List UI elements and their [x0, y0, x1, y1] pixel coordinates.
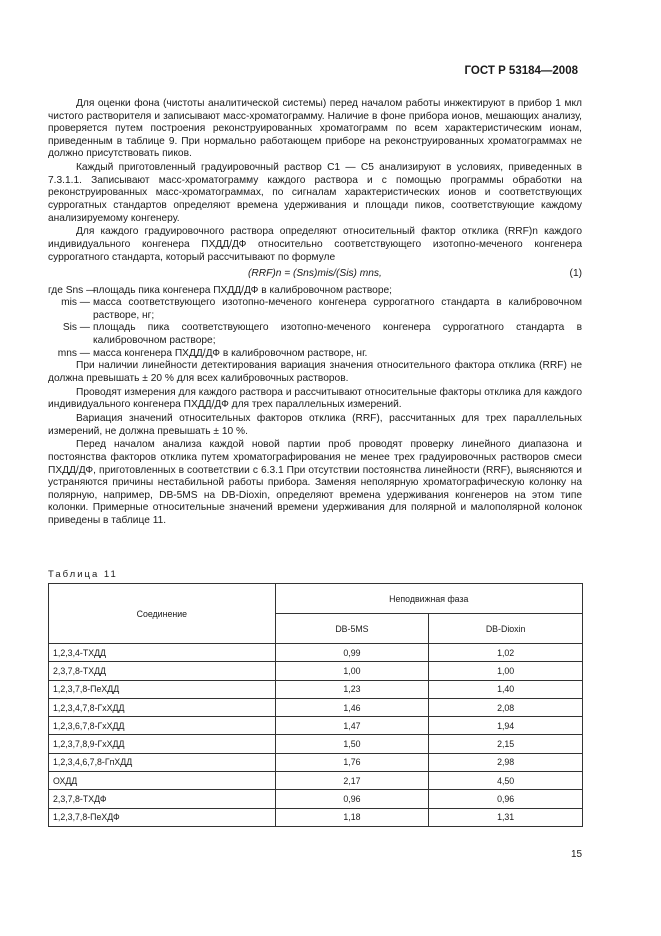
dbdioxin-cell: 2,98 [429, 753, 583, 771]
table-row [49, 808, 583, 826]
db5ms-cell: 1,47 [275, 717, 429, 735]
dbdioxin-cell: 1,94 [429, 717, 583, 735]
table-row [49, 735, 583, 753]
db5ms-cell: 1,18 [275, 808, 429, 826]
paragraph-variation: Вариация значений относительных факторов отклика (RRF), рассчитанных для трех параллельных измерений, не должна превышать ± 10 %. [48, 413, 582, 437]
column-header-dbdioxin: DB-Dioxin [429, 614, 583, 644]
definition-text: площадь пика конгенера ПХДД/ДФ в калибровочном растворе; [93, 284, 393, 296]
column-header-db5ms: DB-5MS [275, 614, 429, 644]
dbdioxin-cell: 2,15 [429, 735, 583, 753]
compound-cell: 2,3,7,8-ТХДФ [49, 790, 276, 808]
formula-row [48, 268, 582, 281]
page-number: 15 [571, 849, 583, 860]
compound-cell: 1,2,3,7,8-ПеХДФ [49, 808, 276, 826]
db5ms-cell: 1,50 [275, 735, 429, 753]
definition-symbol: mis — [61, 297, 90, 309]
db5ms-cell: 1,46 [275, 698, 429, 716]
table-header-row [49, 584, 583, 614]
table-row [49, 644, 583, 662]
dbdioxin-cell: 0,96 [429, 790, 583, 808]
compound-cell: ОХДД [49, 772, 276, 790]
compound-cell: 1,2,3,4,7,8-ГхХДД [49, 698, 276, 716]
table-row [49, 772, 583, 790]
paragraph-background-check: Для оценки фона (чистоты аналитической системы) перед началом работы инжектируют в прибор 1 мкл чистого растворителя и записывают масс-хроматограмму. Наличие в фоне прибора ионов, мешающих анализу, проверяется путем построения реконструированных хроматограмм по всем характеристическим ионам, приведенным в таблице 9. При нормально работающем приборе на реконструированных хроматограммах не должно присутствовать пиков. [48, 98, 582, 160]
db5ms-cell: 2,17 [275, 772, 429, 790]
document-body [48, 98, 582, 529]
definition-text: масса конгенера ПХДД/ДФ в калибровочном растворе, нг. [93, 347, 368, 359]
db5ms-cell: 1,23 [275, 680, 429, 698]
definition-item [48, 285, 582, 298]
compound-cell: 1,2,3,4,6,7,8-ГпХДД [49, 753, 276, 771]
dbdioxin-cell: 2,08 [429, 698, 583, 716]
paragraph-measurements: Проводят измерения для каждого раствора и рассчитывают относительные факторы отклика для каждого индивидуального конгенера ПХДД/ДФ для трех параллельных измерений. [48, 386, 582, 411]
db5ms-cell: 1,00 [275, 662, 429, 680]
definition-item [48, 348, 582, 361]
compound-cell: 1,2,3,4-ТХДД [49, 644, 276, 662]
dbdioxin-cell: 1,31 [429, 808, 583, 826]
definition-item [48, 297, 582, 322]
table-row [49, 680, 583, 698]
definition-text: масса соответствующего изотопно-меченого конгенера суррогатного стандарта в калибровочном растворе, нг; [93, 297, 582, 321]
compound-cell: 1,2,3,6,7,8-ГхХДД [49, 717, 276, 735]
dbdioxin-cell: 1,40 [429, 680, 583, 698]
dbdioxin-cell: 4,50 [429, 772, 583, 790]
table-row [49, 662, 583, 680]
formula: (RRF)n = (Sns)mis/(Sis) mns, [248, 268, 382, 280]
definition-symbol: mns — [57, 347, 90, 359]
formula-definitions [48, 285, 582, 361]
dbdioxin-cell: 1,00 [429, 662, 583, 680]
definition-item [48, 322, 582, 347]
table-row [49, 790, 583, 808]
document-code: ГОСТ Р 53184—2008 [464, 65, 578, 77]
retention-time-table [48, 583, 583, 827]
column-header-compound: Соединение [49, 584, 276, 644]
paragraph-response-factor: Для каждого градуировочного раствора определяют относительный фактор отклика (RRF)n каждого индивидуального конгенера ПХДД/ДФ относительно соответствующего изотопно-меченого конгенера суррогатного стандарта, который рассчитывают по формуле [48, 226, 582, 263]
compound-cell: 2,3,7,8-ТХДД [49, 662, 276, 680]
paragraph-batch-check: Перед началом анализа каждой новой партии проб проводят проверку линейного диапазона и постоянства факторов отклика путем хроматографирования не менее трех градуировочных растворов смеси ПХДД/ДФ, приготовленных в соответствии с 6.3.1 При отсутствии постоянства линейности (RRF), выясняются и устраняются причины нестабильной работы прибора. Заменяя неполярную хроматографическую колонку на полярную, например, DB-5MS на DB-Dioxin, определяют времена удерживания конгенеров на этом типе колонки. Примерные относительные значений времени удерживания для полярной и малополярной колонок приведены в таблице 11. [48, 439, 582, 526]
table-caption: Таблица 11 [48, 569, 118, 580]
compound-cell: 1,2,3,7,8-ПеХДД [49, 680, 276, 698]
column-header-stationary-phase: Неподвижная фаза [275, 584, 582, 614]
formula-number: (1) [569, 268, 582, 280]
table-row [49, 753, 583, 771]
db5ms-cell: 1,76 [275, 753, 429, 771]
definition-symbol: где Sns — [48, 284, 97, 296]
db5ms-cell: 0,96 [275, 790, 429, 808]
db5ms-cell: 0,99 [275, 644, 429, 662]
table-row [49, 698, 583, 716]
table-row [49, 717, 583, 735]
definition-text: площадь пика соответствующего изотопно-меченого конгенера суррогатного стандарта в калибровочном растворе; [93, 322, 582, 347]
dbdioxin-cell: 1,02 [429, 644, 583, 662]
paragraph-linearity: При наличии линейности детектирования вариация значения относительного фактора отклика (RRF) не должна превышать ± 20 % для всех калибровочных растворов. [48, 360, 582, 384]
compound-cell: 1,2,3,7,8,9-ГхХДД [49, 735, 276, 753]
paragraph-calibration-solutions: Каждый приготовленный градуировочный раствор С1 — С5 анализируют в условиях, приведенных в 7.3.1.1. Записывают масс-хроматограмму каждого раствора и с помощью программы обработки на реконструированных масс-хроматограммах, по сигналам характеристических ионов и соответствующих суррогатных стандартов определяют времена удерживания и площади пиков, соответствующие каждому анализируемому конгенеру. [48, 162, 582, 224]
definition-symbol: Sis — [62, 322, 90, 334]
